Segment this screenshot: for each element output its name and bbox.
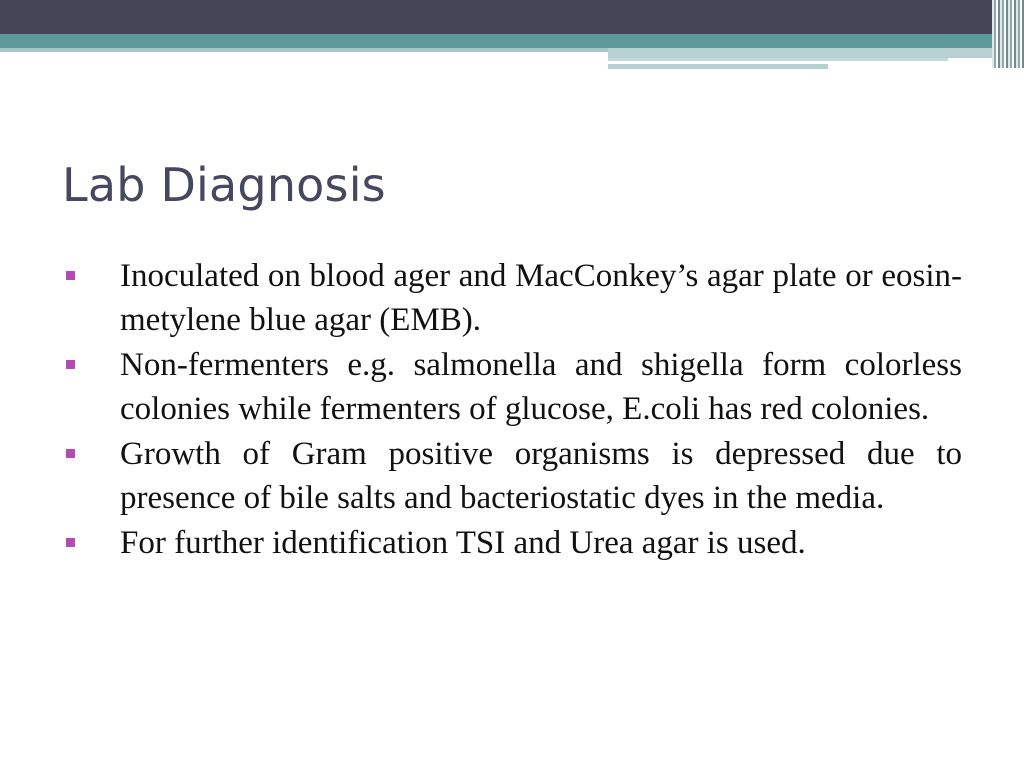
bullet-item: [62, 432, 962, 520]
bullet-list: [62, 254, 962, 566]
bullet-item: [62, 521, 962, 565]
bullet-text: Growth of Gram positive organisms is depressed due to presence of bile salts and bacteriostatic dyes in the media.: [120, 436, 962, 516]
bullet-text: For further identification TSI and Urea agar is used.: [120, 525, 806, 561]
slide-title: Lab Diagnosis: [62, 158, 386, 212]
header-accent-band: [0, 34, 1024, 48]
header-accent-line-right: [608, 58, 948, 61]
bullet-text: Inoculated on blood ager and MacConkey’s agar plate or eosin-metylene blue agar (EMB).: [120, 258, 962, 338]
square-bullet-icon: [66, 360, 75, 369]
square-bullet-icon: [66, 449, 75, 458]
square-bullet-icon: [66, 538, 75, 547]
bullet-item: [62, 254, 962, 342]
header-accent-block: [608, 48, 1024, 58]
bullet-item: [62, 343, 962, 431]
square-bullet-icon: [66, 271, 75, 280]
header-stripes-decoration: [992, 0, 1024, 68]
bullet-text: Non-fermenters e.g. salmonella and shigella form colorless colonies while fermenters of glucose, E.coli has red colonies.: [120, 347, 962, 427]
header-accent-line: [0, 48, 608, 52]
header-accent-line-right-short: [608, 64, 828, 69]
header-bar: [0, 0, 1024, 34]
